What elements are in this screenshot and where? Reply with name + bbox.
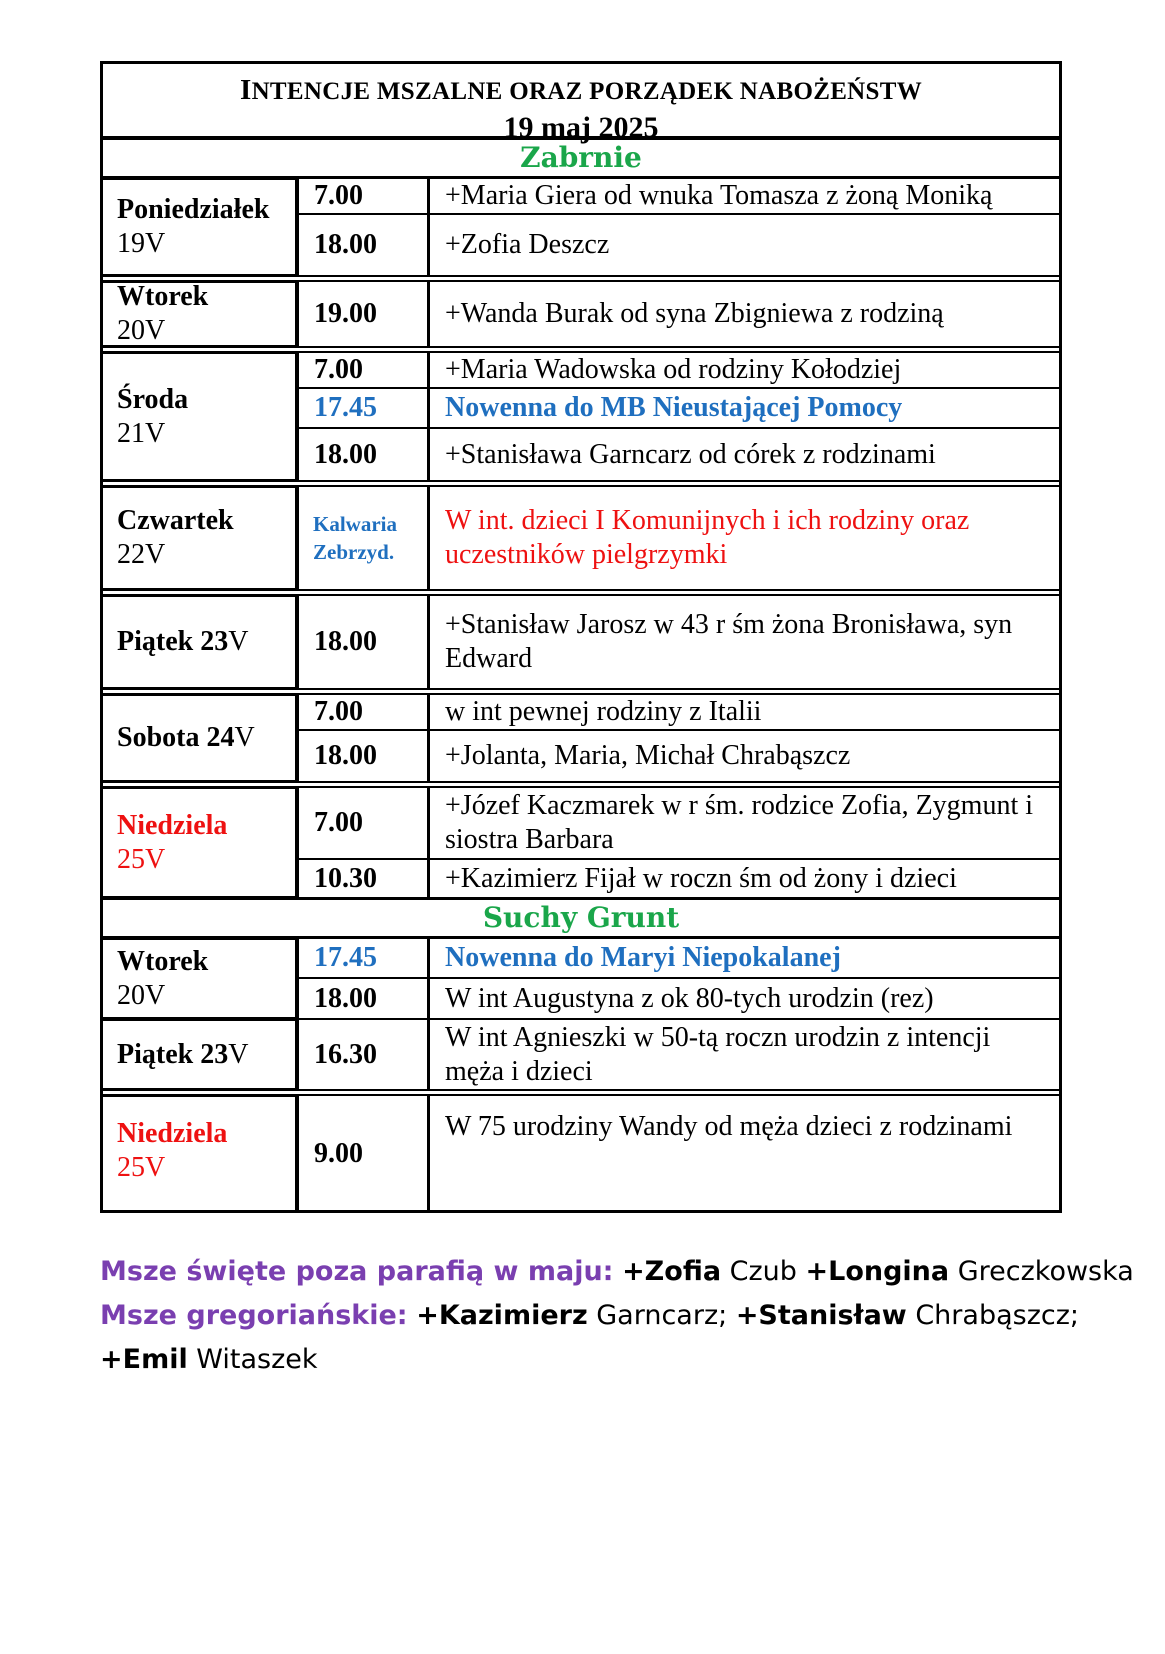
novena-intention: Nowenna do Maryi Niepokalanej xyxy=(428,937,1062,979)
mass-time: 10.30 xyxy=(297,858,429,899)
day-label xyxy=(117,1038,295,1072)
mass-time: 7.00 xyxy=(297,693,429,731)
day-friday xyxy=(100,1018,298,1091)
mass-intention: +Maria Wadowska od rodziny Kołodziej xyxy=(428,351,1062,389)
day-date: V xyxy=(234,722,255,753)
day-tuesday xyxy=(100,937,298,1020)
person-surname: Chrabąszcz; xyxy=(906,1300,1079,1331)
day-tuesday xyxy=(100,280,298,348)
day-name: Piątek 23 xyxy=(117,1038,229,1070)
mass-time: 18.00 xyxy=(297,594,429,690)
mass-intention: W 75 urodziny Wandy od męża dzieci z rodzinami xyxy=(428,1094,1062,1213)
mass-time: 18.00 xyxy=(297,977,429,1020)
person-surname: Czub xyxy=(721,1256,806,1287)
title-date: 19 maj 2025 xyxy=(503,111,659,144)
title-initial: I xyxy=(239,74,252,106)
day-sunday xyxy=(100,1094,298,1213)
day-date: 20V xyxy=(117,979,166,1011)
day-date: 19V xyxy=(117,228,166,259)
day-date: 22V xyxy=(117,539,166,570)
pilgrimage-intention: W int. dzieci I Komunijnych i ich rodziny oraz uczestników pielgrzymki xyxy=(428,485,1062,591)
day-name: Piątek 23 xyxy=(117,626,229,657)
day-date: V xyxy=(228,1038,249,1070)
mass-intention: w int pewnej rodziny z Italii xyxy=(428,693,1062,731)
footer-label: Msze gregoriańskie: xyxy=(100,1300,408,1331)
mass-time: 17.45 xyxy=(297,937,429,979)
mass-intention: W int Agnieszki w 50-tą roczn urodzin z intencji męża i dzieci xyxy=(428,1018,1062,1091)
mass-time: 18.00 xyxy=(297,729,429,783)
person-name: +Emil xyxy=(100,1344,188,1375)
mass-time: 7.00 xyxy=(297,177,429,215)
mass-intention: +Stanisław Jarosz w 43 r śm żona Bronisława, syn Edward xyxy=(428,594,1062,690)
day-thursday xyxy=(100,485,298,591)
mass-intention: +Józef Kaczmarek w r śm. rodzice Zofia, Zygmunt i siostra Barbara xyxy=(428,786,1062,860)
footer-line xyxy=(100,1294,1134,1338)
mass-intention: +Zofia Deszcz xyxy=(428,213,1062,277)
day-name: Wtorek xyxy=(117,945,209,977)
person-surname: Garncarz; xyxy=(587,1300,736,1331)
pilgrimage-place xyxy=(297,485,429,591)
mass-time: 18.00 xyxy=(297,427,429,482)
person-surname: Greczkowska xyxy=(949,1256,1134,1287)
section-suchy-grunt: Suchy Grunt xyxy=(100,897,1062,939)
footer-label: Msze święte poza parafią w maju: xyxy=(100,1256,614,1287)
mass-intention: +Jolanta, Maria, Michał Chrabąszcz xyxy=(428,729,1062,783)
day-name: Niedziela xyxy=(117,809,228,841)
footer-line xyxy=(100,1338,1134,1382)
mass-intention: +Maria Giera od wnuka Tomasza z żoną Moniką xyxy=(428,177,1062,215)
place-line: Kalwaria xyxy=(313,512,397,536)
day-sunday xyxy=(100,786,298,899)
mass-time: 19.00 xyxy=(297,280,429,348)
day-date: 25V xyxy=(117,1151,166,1183)
section-zabrnie: Zabrnie xyxy=(100,137,1062,179)
novena-intention: Nowenna do MB Nieustającej Pomocy xyxy=(428,387,1062,429)
person-name: +Zofia xyxy=(622,1256,722,1287)
mass-intention: +Stanisława Garncarz od córek z rodzinami xyxy=(428,427,1062,482)
mass-time: 7.00 xyxy=(297,786,429,860)
person-name: +Longina xyxy=(805,1256,950,1287)
mass-time: 16.30 xyxy=(297,1018,429,1091)
mass-time: 9.00 xyxy=(297,1094,429,1213)
day-name: Środa xyxy=(117,383,189,415)
day-friday xyxy=(100,594,298,690)
person-name: +Stanisław xyxy=(735,1300,907,1331)
mass-time: 17.45 xyxy=(297,387,429,429)
day-label xyxy=(117,721,295,755)
day-monday xyxy=(100,177,298,277)
day-name: Czwartek xyxy=(117,505,234,536)
day-name: Wtorek xyxy=(117,281,209,312)
mass-time: 18.00 xyxy=(297,213,429,277)
page-title xyxy=(103,74,1059,107)
day-label xyxy=(117,625,295,659)
person-name: +Kazimierz xyxy=(416,1300,588,1331)
day-date: V xyxy=(228,626,249,657)
day-wednesday xyxy=(100,351,298,482)
day-name: Poniedziałek xyxy=(117,194,270,225)
mass-time: 7.00 xyxy=(297,351,429,389)
person-surname: Witaszek xyxy=(187,1344,318,1375)
day-name: Sobota 24 xyxy=(117,722,235,753)
title-rest: NTENCJE MSZALNE ORAZ PORZĄDEK NABOŻEŃSTW xyxy=(251,78,923,105)
mass-intention: +Kazimierz Fijał w roczn śm od żony i dzieci xyxy=(428,858,1062,899)
title-box xyxy=(100,61,1062,144)
day-date: 25V xyxy=(117,843,166,875)
mass-intention: W int Augustyna z ok 80-tych urodzin (rez) xyxy=(428,977,1062,1020)
footer-notes xyxy=(100,1250,1134,1382)
day-date: 21V xyxy=(117,417,166,449)
footer-line xyxy=(100,1250,1134,1294)
mass-intention: +Wanda Burak od syna Zbigniewa z rodziną xyxy=(428,280,1062,348)
place-line: Zebrzyd. xyxy=(313,540,395,564)
day-saturday xyxy=(100,693,298,783)
day-date: 20V xyxy=(117,315,166,346)
day-name: Niedziela xyxy=(117,1117,228,1149)
